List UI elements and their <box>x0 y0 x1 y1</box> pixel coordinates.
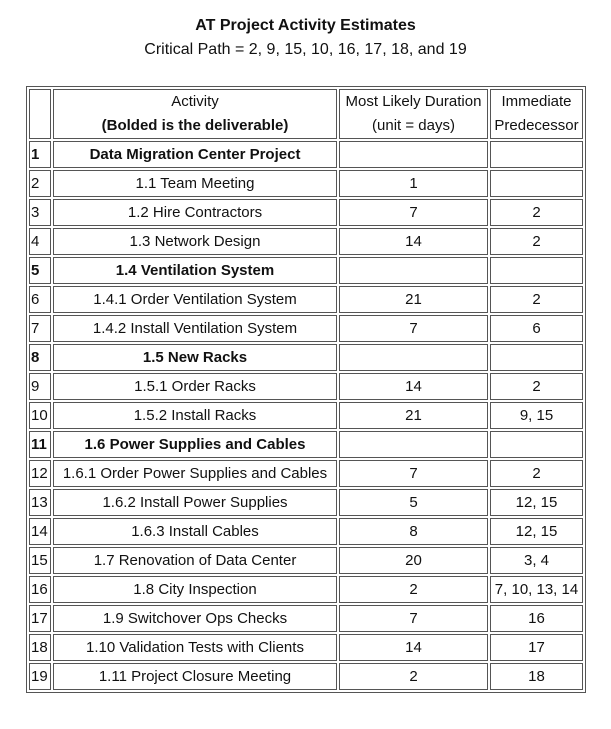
table-row <box>29 431 583 458</box>
row-number: 17 <box>29 605 51 632</box>
table-row <box>29 344 583 371</box>
activity-cell: 1.4.2 Install Ventilation System <box>53 315 337 342</box>
activity-estimates-table <box>26 86 586 693</box>
predecessor-cell: 2 <box>490 228 583 255</box>
predecessor-cell <box>490 170 583 197</box>
header-duration-label: Most Likely Duration <box>345 93 482 110</box>
duration-cell: 14 <box>339 228 488 255</box>
predecessor-cell: 3, 4 <box>490 547 583 574</box>
row-number: 2 <box>29 170 51 197</box>
row-number: 6 <box>29 286 51 313</box>
header-predecessor-label-1: Immediate <box>501 93 572 110</box>
table-row <box>29 373 583 400</box>
duration-cell: 14 <box>339 373 488 400</box>
table-row <box>29 489 583 516</box>
predecessor-cell: 6 <box>490 315 583 342</box>
predecessor-cell: 12, 15 <box>490 518 583 545</box>
activity-cell: 1.6.3 Install Cables <box>53 518 337 545</box>
predecessor-cell: 2 <box>490 286 583 313</box>
activity-cell: 1.2 Hire Contractors <box>53 199 337 226</box>
header-duration-cell <box>339 89 488 139</box>
activity-cell: 1.6.1 Order Power Supplies and Cables <box>53 460 337 487</box>
row-number: 8 <box>29 344 51 371</box>
table-row <box>29 663 583 690</box>
activity-cell: Data Migration Center Project <box>53 141 337 168</box>
table-row <box>29 257 583 284</box>
activity-cell: 1.10 Validation Tests with Clients <box>53 634 337 661</box>
predecessor-cell <box>490 141 583 168</box>
row-number: 12 <box>29 460 51 487</box>
table-row <box>29 460 583 487</box>
activity-cell: 1.6 Power Supplies and Cables <box>53 431 337 458</box>
duration-cell: 7 <box>339 199 488 226</box>
predecessor-cell <box>490 344 583 371</box>
table-row <box>29 547 583 574</box>
row-number: 10 <box>29 402 51 429</box>
predecessor-cell: 16 <box>490 605 583 632</box>
row-number: 3 <box>29 199 51 226</box>
critical-path-subtitle: Critical Path = 2, 9, 15, 10, 16, 17, 18, and 19 <box>144 41 467 58</box>
header-predecessor-label-2: Predecessor <box>494 117 579 134</box>
duration-cell: 2 <box>339 663 488 690</box>
row-number: 11 <box>29 431 51 458</box>
activity-cell: 1.3 Network Design <box>53 228 337 255</box>
header-number-cell <box>29 89 51 139</box>
table-row <box>29 576 583 603</box>
row-number: 13 <box>29 489 51 516</box>
row-number: 9 <box>29 373 51 400</box>
table-row <box>29 141 583 168</box>
activity-cell: 1.5.2 Install Racks <box>53 402 337 429</box>
row-number: 1 <box>29 141 51 168</box>
duration-cell: 7 <box>339 460 488 487</box>
activity-cell: 1.1 Team Meeting <box>53 170 337 197</box>
duration-cell: 21 <box>339 286 488 313</box>
predecessor-cell: 12, 15 <box>490 489 583 516</box>
duration-cell: 5 <box>339 489 488 516</box>
table-row <box>29 634 583 661</box>
row-number: 5 <box>29 257 51 284</box>
predecessor-cell: 9, 15 <box>490 402 583 429</box>
header-duration-unit: (unit = days) <box>372 117 455 134</box>
predecessor-cell: 2 <box>490 460 583 487</box>
activity-cell: 1.5.1 Order Racks <box>53 373 337 400</box>
header-activity-label: Activity <box>171 93 219 110</box>
duration-cell: 21 <box>339 402 488 429</box>
activity-cell: 1.11 Project Closure Meeting <box>53 663 337 690</box>
duration-cell <box>339 344 488 371</box>
table-row <box>29 228 583 255</box>
activity-cell: 1.8 City Inspection <box>53 576 337 603</box>
table-header-row <box>29 89 583 139</box>
activity-cell: 1.7 Renovation of Data Center <box>53 547 337 574</box>
document-title: AT Project Activity Estimates <box>195 17 416 34</box>
row-number: 7 <box>29 315 51 342</box>
activity-cell: 1.9 Switchover Ops Checks <box>53 605 337 632</box>
header-activity-note: (Bolded is the deliverable) <box>101 117 289 134</box>
duration-cell: 7 <box>339 315 488 342</box>
table-row <box>29 170 583 197</box>
predecessor-cell <box>490 431 583 458</box>
predecessor-cell: 2 <box>490 199 583 226</box>
duration-cell <box>339 431 488 458</box>
header-predecessor-cell <box>490 89 583 139</box>
predecessor-cell: 2 <box>490 373 583 400</box>
duration-cell: 1 <box>339 170 488 197</box>
table-row <box>29 286 583 313</box>
duration-cell: 7 <box>339 605 488 632</box>
row-number: 16 <box>29 576 51 603</box>
header-activity-cell <box>53 89 337 139</box>
duration-cell <box>339 257 488 284</box>
row-number: 14 <box>29 518 51 545</box>
predecessor-cell: 18 <box>490 663 583 690</box>
row-number: 15 <box>29 547 51 574</box>
activity-cell: 1.4.1 Order Ventilation System <box>53 286 337 313</box>
predecessor-cell <box>490 257 583 284</box>
row-number: 18 <box>29 634 51 661</box>
duration-cell: 14 <box>339 634 488 661</box>
duration-cell <box>339 141 488 168</box>
duration-cell: 2 <box>339 576 488 603</box>
table-row <box>29 402 583 429</box>
table-row <box>29 518 583 545</box>
table-body <box>29 89 583 690</box>
row-number: 4 <box>29 228 51 255</box>
duration-cell: 20 <box>339 547 488 574</box>
activity-cell: 1.6.2 Install Power Supplies <box>53 489 337 516</box>
predecessor-cell: 17 <box>490 634 583 661</box>
row-number: 19 <box>29 663 51 690</box>
table-row <box>29 605 583 632</box>
activity-cell: 1.5 New Racks <box>53 344 337 371</box>
duration-cell: 8 <box>339 518 488 545</box>
table-row <box>29 315 583 342</box>
predecessor-cell: 7, 10, 13, 14 <box>490 576 583 603</box>
activity-cell: 1.4 Ventilation System <box>53 257 337 284</box>
table-row <box>29 199 583 226</box>
